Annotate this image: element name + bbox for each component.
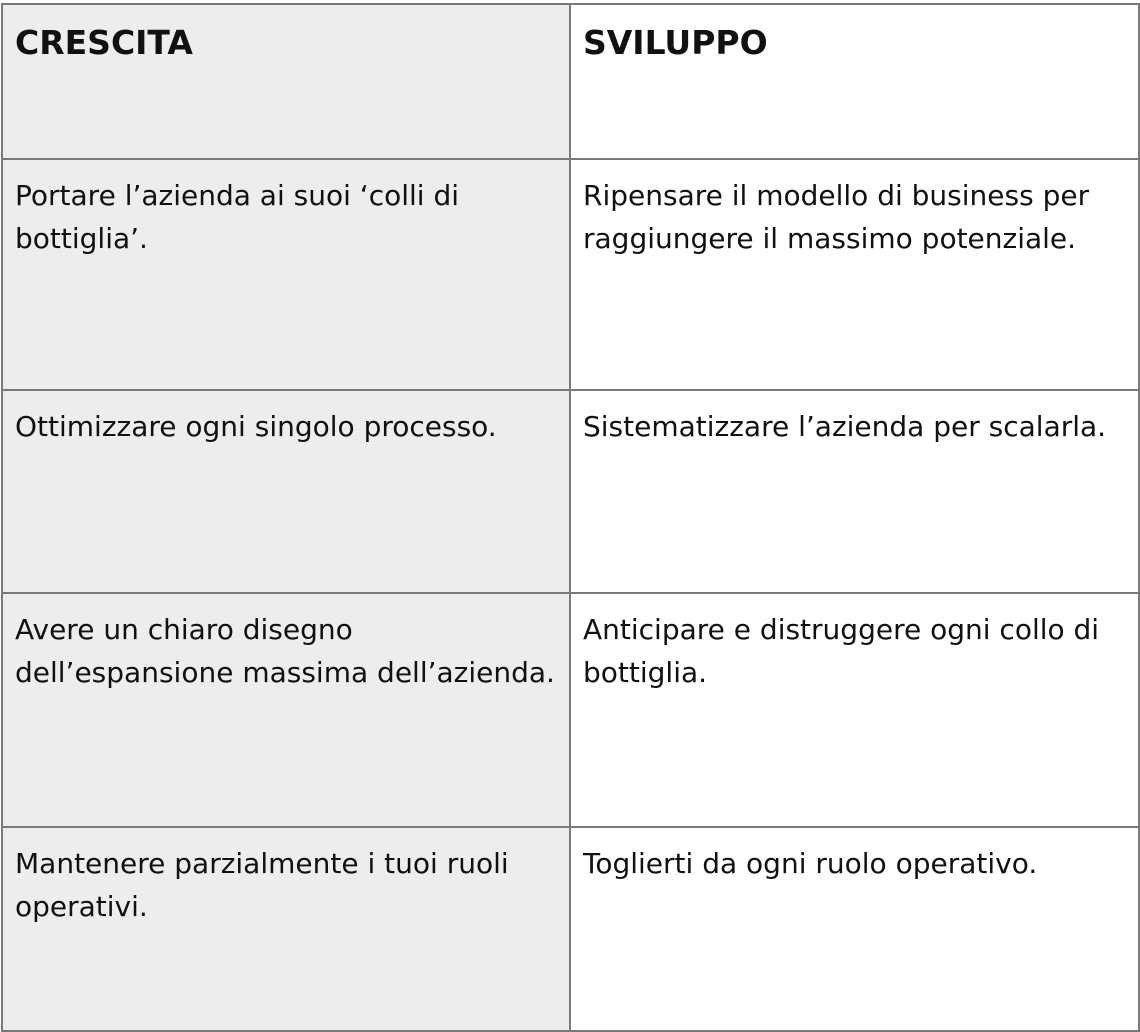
header-crescita: CRESCITA — [2, 4, 570, 159]
crescita-cell: Avere un chiaro disegno dell’espansione massima dell’azienda. — [2, 593, 570, 827]
table-row — [2, 593, 1139, 827]
sviluppo-cell: Toglierti da ogni ruolo operativo. — [570, 827, 1139, 1031]
table-row — [2, 390, 1139, 593]
crescita-cell: Ottimizzare ogni singolo processo. — [2, 390, 570, 593]
crescita-cell: Portare l’azienda ai suoi ‘colli di bottiglia’. — [2, 159, 570, 390]
sviluppo-cell: Sistematizzare l’azienda per scalarla. — [570, 390, 1139, 593]
sviluppo-cell: Ripensare il modello di business per raggiungere il massimo potenziale. — [570, 159, 1139, 390]
header-sviluppo: SVILUPPO — [570, 4, 1139, 159]
table-header-row — [2, 4, 1139, 159]
comparison-table — [1, 3, 1140, 1032]
table-row — [2, 159, 1139, 390]
sviluppo-cell: Anticipare e distruggere ogni collo di bottiglia. — [570, 593, 1139, 827]
table-row — [2, 827, 1139, 1031]
crescita-cell: Mantenere parzialmente i tuoi ruoli operativi. — [2, 827, 570, 1031]
